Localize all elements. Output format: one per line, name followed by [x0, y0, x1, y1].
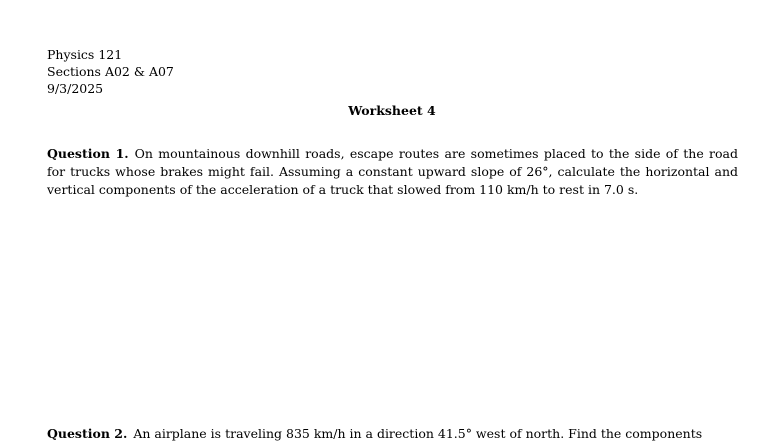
document-header	[47, 46, 174, 97]
section-numbers: Sections A02 & A07	[47, 64, 174, 79]
question-1	[47, 145, 738, 199]
question-1-text: On mountainous downhill roads, escape routes are sometimes placed to the side of the road for trucks whose brakes might fail. Assuming a constant upward slope of 26°, calculate the horizontal and vertical components of the acceleration of a truck that slowed from 110 km/h to rest in 7.0 s.	[47, 146, 738, 197]
course-name: Physics 121	[47, 47, 123, 62]
worksheet-title: Worksheet 4	[348, 103, 436, 118]
question-2-text: An airplane is traveling 835 km/h in a direction 41.5° west of north. Find the components	[133, 426, 703, 441]
document-date: 9/3/2025	[47, 81, 104, 96]
question-1-label: Question 1.	[47, 146, 129, 161]
question-2	[47, 425, 738, 443]
question-2-label: Question 2.	[47, 426, 128, 441]
